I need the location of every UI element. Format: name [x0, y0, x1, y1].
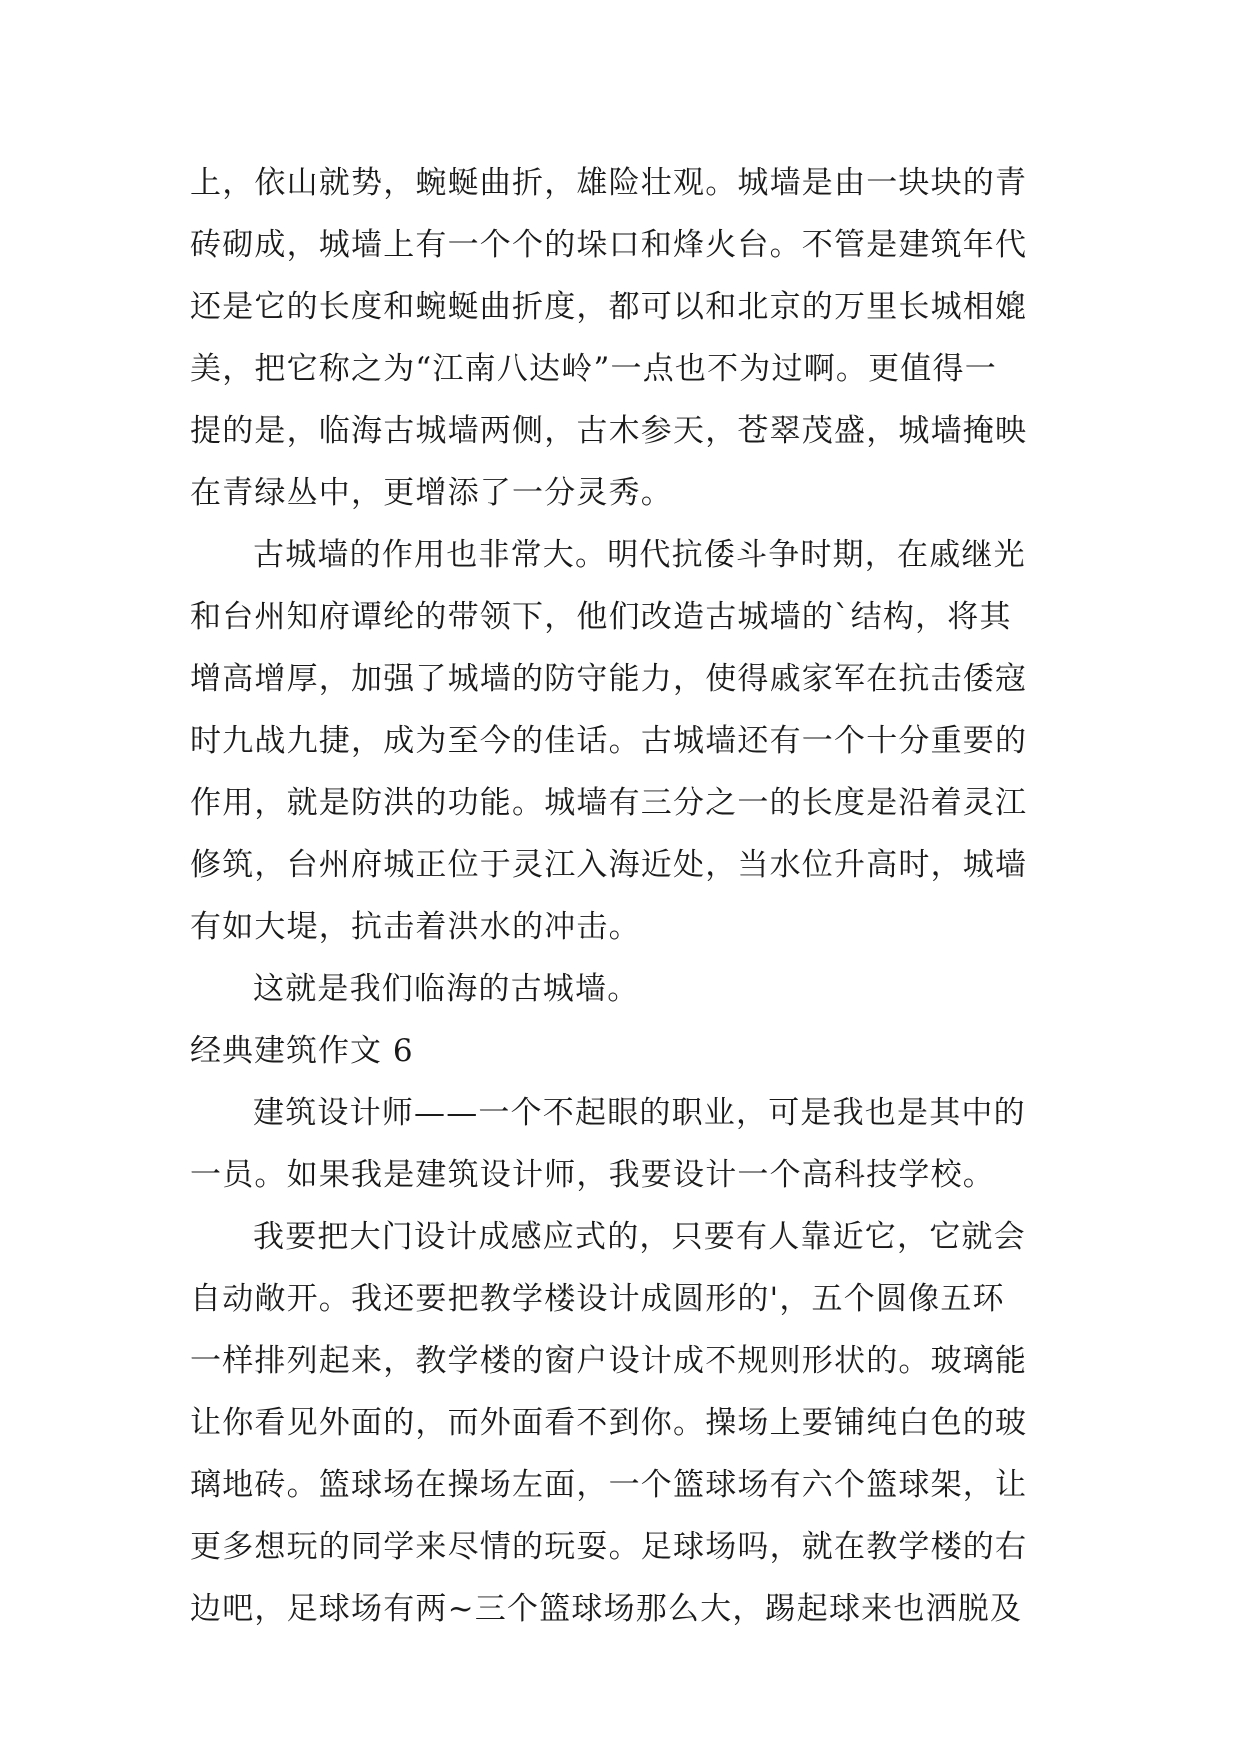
paragraph-start: 这就是我们临海的古城墙。 [253, 971, 640, 1007]
text-line: 有如大堤，抗击着洪水的冲击。 [190, 909, 641, 945]
text-line: 一样排列起来，教学楼的窗户设计成不规则形状的。玻璃能 [190, 1343, 1028, 1379]
text-line: 上，依山就势，蜿蜒曲折，雄险壮观。城墙是由一块块的青 [190, 165, 1028, 201]
text-line: 和台州知府谭纶的带领下，他们改造古城墙的`结构，将其 [190, 599, 1012, 635]
text-line: 一员。如果我是建筑设计师，我要设计一个高科技学校。 [190, 1157, 995, 1193]
text-line: 美，把它称之为“江南八达岭”一点也不为过啊。更值得一 [190, 351, 997, 387]
section-heading: 经典建筑作文 6 [190, 1033, 414, 1069]
text-line: 让你看见外面的，而外面看不到你。操场上要铺纯白色的玻 [190, 1405, 1028, 1441]
text-line: 时九战九捷，成为至今的佳话。古城墙还有一个十分重要的 [190, 723, 1028, 759]
text-line: 更多想玩的同学来尽情的玩耍。足球场吗，就在教学楼的右 [190, 1529, 1028, 1565]
paragraph-start: 古城墙的作用也非常大。明代抗倭斗争时期，在戚继光 [253, 537, 1026, 573]
text-line: 提的是，临海古城墙两侧，古木参天，苍翠茂盛，城墙掩映 [190, 413, 1028, 449]
text-line: 作用，就是防洪的功能。城墙有三分之一的长度是沿着灵江 [190, 785, 1028, 821]
document-body [190, 152, 1052, 1640]
text-line: 砖砌成，城墙上有一个个的垛口和烽火台。不管是建筑年代 [190, 227, 1028, 263]
text-line: 增高增厚，加强了城墙的防守能力，使得戚家军在抗击倭寇 [190, 661, 1028, 697]
paragraph-start: 我要把大门设计成感应式的，只要有人靠近它，它就会 [253, 1219, 1026, 1255]
paragraph-start: 建筑设计师——一个不起眼的职业，可是我也是其中的 [253, 1095, 1026, 1131]
text-line: 边吧，足球场有两~三个篮球场那么大，踢起球来也洒脱及 [190, 1591, 1023, 1627]
text-line: 在青绿丛中，更增添了一分灵秀。 [190, 475, 673, 511]
text-line: 璃地砖。篮球场在操场左面，一个篮球场有六个篮球架，让 [190, 1467, 1028, 1503]
text-line: 还是它的长度和蜿蜒曲折度，都可以和北京的万里长城相媲 [190, 289, 1028, 325]
text-line: 修筑，台州府城正位于灵江入海近处，当水位升高时，城墙 [190, 847, 1028, 883]
text-line: 自动敞开。我还要把教学楼设计成圆形的'，五个圆像五环 [190, 1281, 1005, 1317]
